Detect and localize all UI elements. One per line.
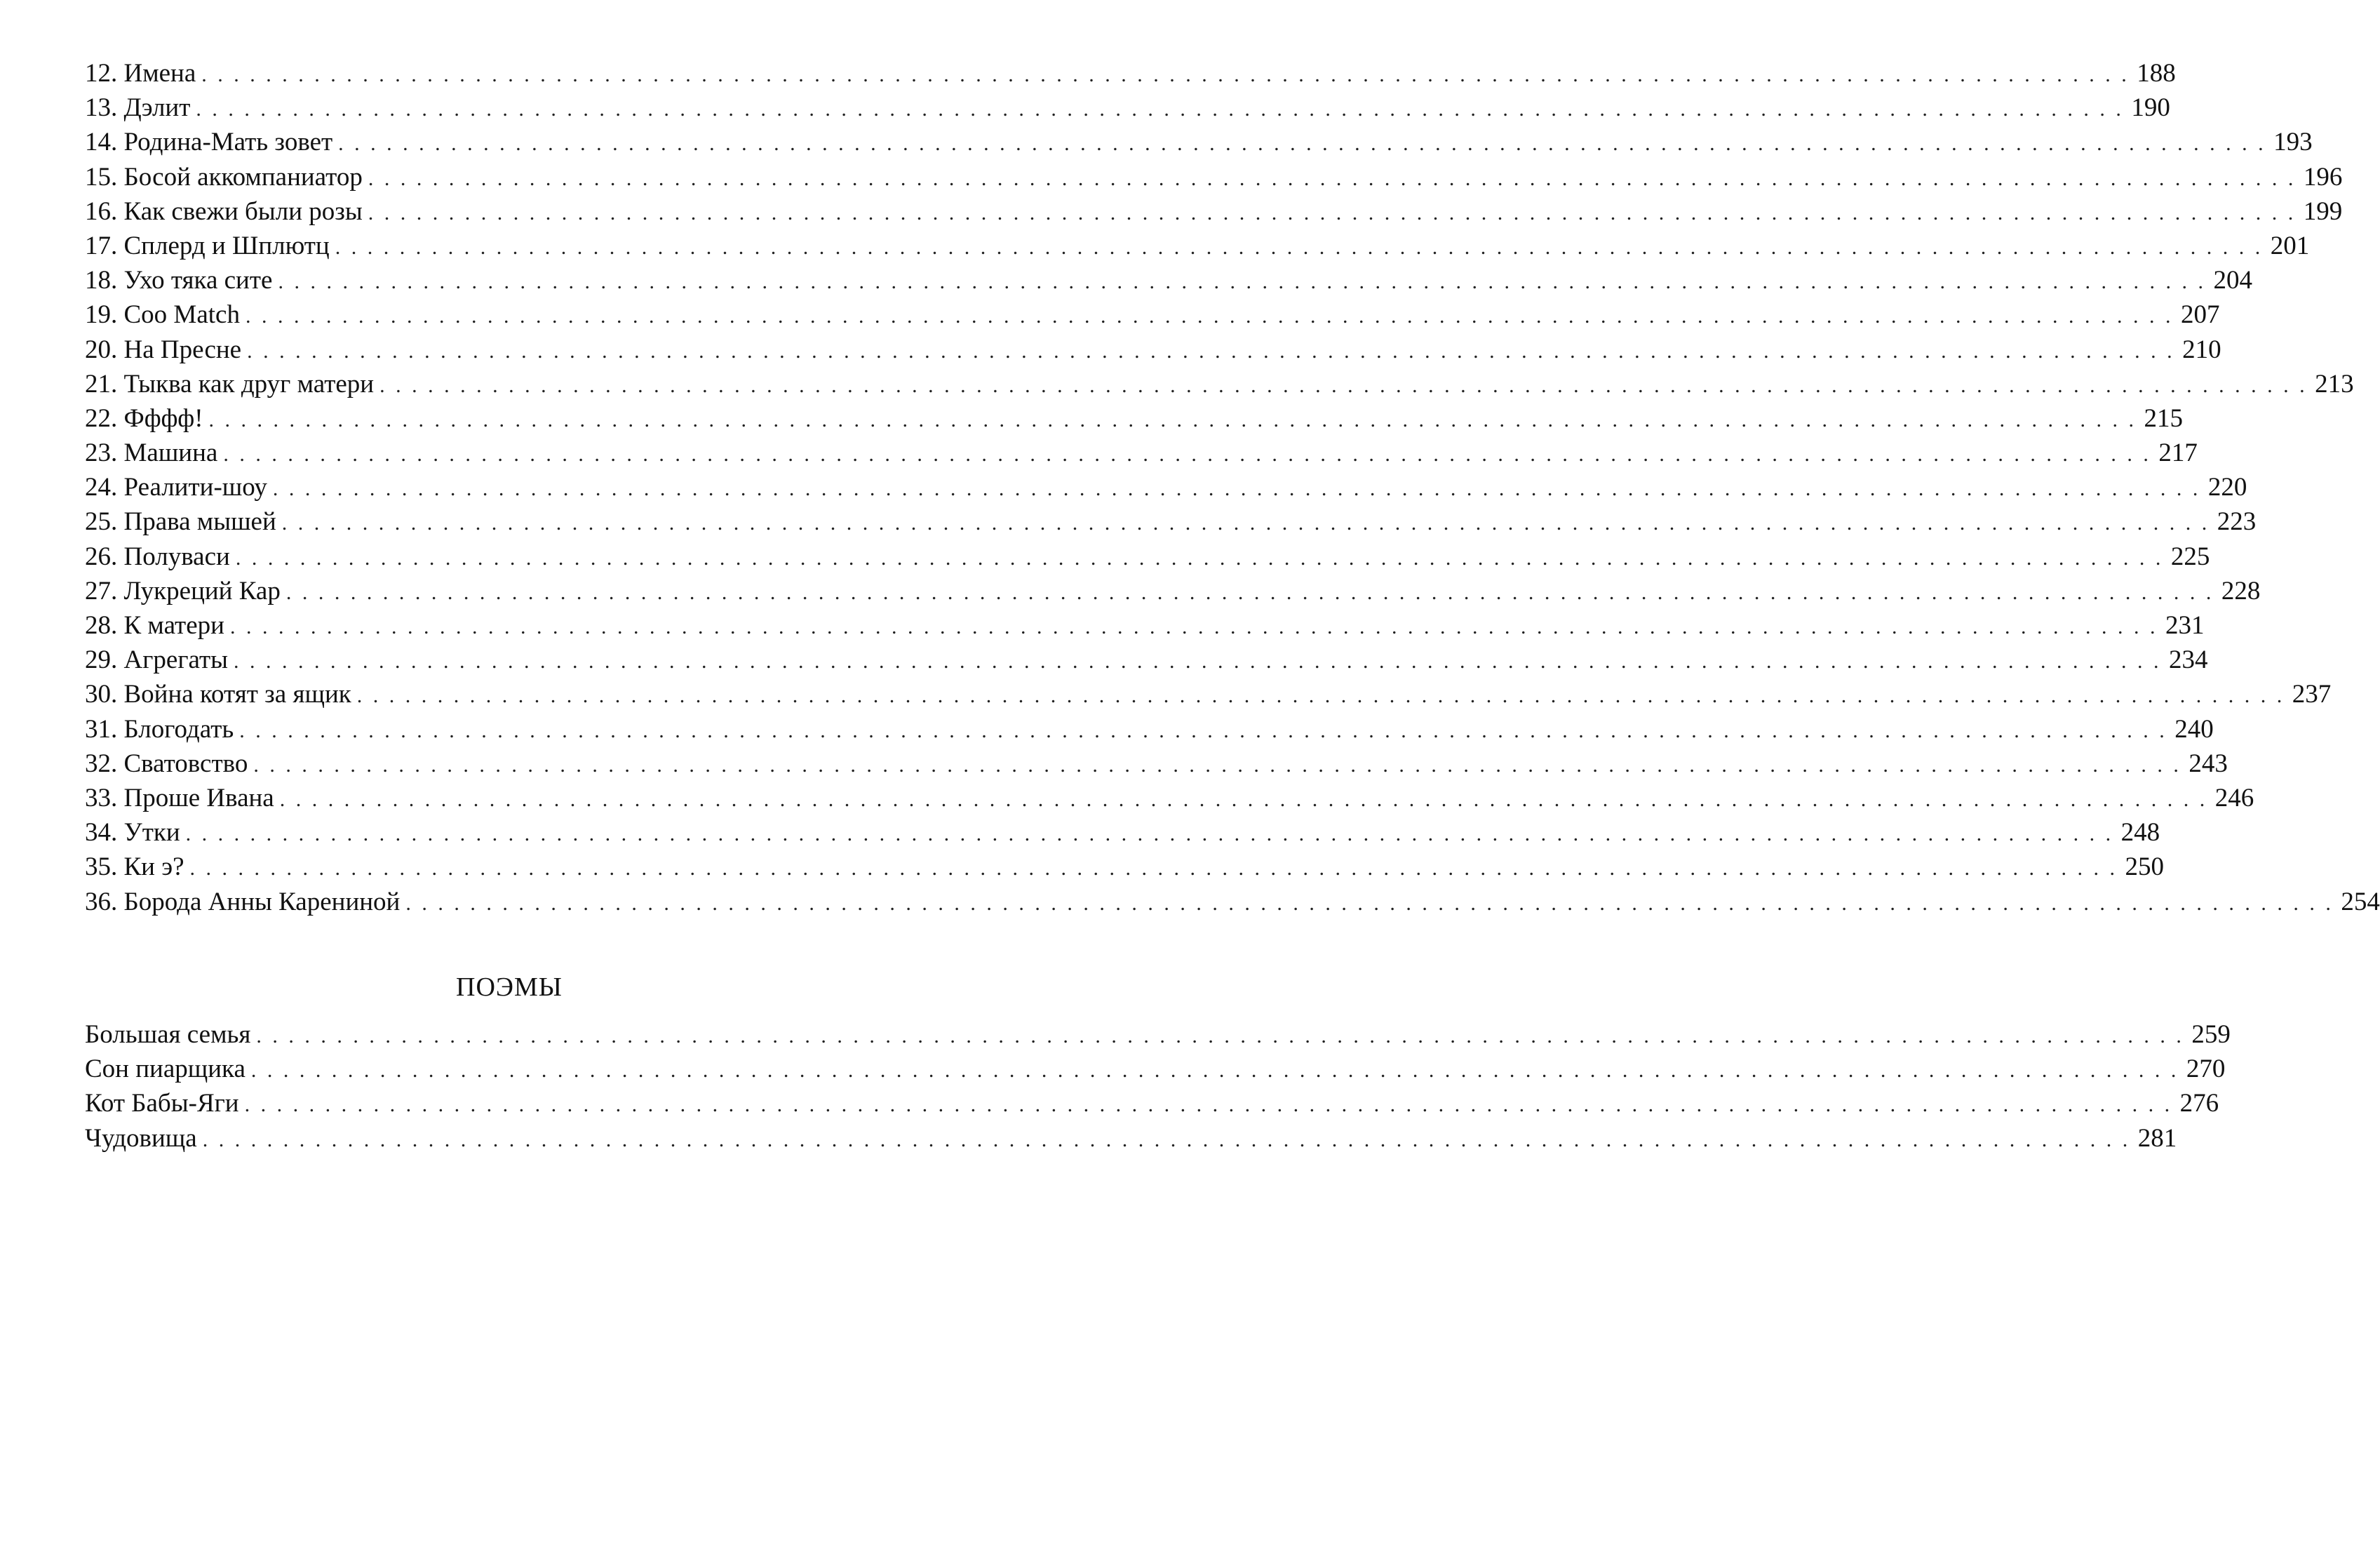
toc-entry-page-number: 228 — [2221, 576, 2261, 605]
dot-leader: . . . . . . . . . . . . . . . . . . . . . . . . . . . . . . . . . . . . . . . . . . . . . . . . . . . . . . . . . . . . . . . . . . . . . . . . . . . . . . . . . . . . . . . . . . . . . . . . . . . . . . . . . . . . . . . . . . . . . . . . — [223, 443, 2151, 467]
chapter-toc-row — [85, 712, 2214, 747]
dot-leader: . . . . . . . . . . . . . . . . . . . . . . . . . . . . . . . . . . . . . . . . . . . . . . . . . . . . . . . . . . . . . . . . . . . . . . . . . . . . . . . . . . . . . . . . . . . . . . . . . . . . . . . . . . . . . . . . . . . . . . . . — [405, 891, 2334, 915]
chapter-toc-row — [85, 56, 2176, 91]
dot-leader: . . . . . . . . . . . . . . . . . . . . . . . . . . . . . . . . . . . . . . . . . . . . . . . . . . . . . . . . . . . . . . . . . . . . . . . . . . . . . . . . . . . . . . . . . . . . . . . . . . . . . . . . . . . . . . . . . . . . . . . . — [208, 408, 2137, 431]
toc-entry-page-number: 250 — [2125, 852, 2165, 882]
dot-leader: . . . . . . . . . . . . . . . . . . . . . . . . . . . . . . . . . . . . . . . . . . . . . . . . . . . . . . . . . . . . . . . . . . . . . . . . . . . . . . . . . . . . . . . . . . . . . . . . . . . . . . . . . . . . . . . . . . . . . . . . — [281, 511, 2210, 535]
toc-entry-title: 34. Утки — [85, 818, 180, 848]
dot-leader: . . . . . . . . . . . . . . . . . . . . . . . . . . . . . . . . . . . . . . . . . . . . . . . . . . . . . . . . . . . . . . . . . . . . . . . . . . . . . . . . . . . . . . . . . . . . . . . . . . . . . . . . . . . . . . . . . . . . . . . . — [256, 1024, 2184, 1048]
toc-entry-page-number: 199 — [2303, 196, 2343, 226]
toc-entry-page-number: 231 — [2165, 611, 2205, 640]
dot-leader: . . . . . . . . . . . . . . . . . . . . . . . . . . . . . . . . . . . . . . . . . . . . . . . . . . . . . . . . . . . . . . . . . . . . . . . . . . . . . . . . . . . . . . . . . . . . . . . . . . . . . . . . . . . . . . . . . . . . . . . . — [196, 98, 2124, 121]
toc-entry-title: 16. Как свежи были розы — [85, 196, 363, 226]
toc-entry-title: 22. Фффф! — [85, 403, 203, 433]
chapter-toc-row — [85, 781, 2254, 815]
chapter-toc-row — [85, 263, 2252, 297]
poem-toc-row — [85, 1086, 2219, 1120]
toc-entry-page-number: 188 — [2137, 59, 2176, 88]
toc-entry-page-number: 213 — [2315, 369, 2354, 399]
poem-toc-row — [85, 1017, 2231, 1052]
toc-entry-title: 25. Права мышей — [85, 507, 276, 537]
dot-leader: . . . . . . . . . . . . . . . . . . . . . . . . . . . . . . . . . . . . . . . . . . . . . . . . . . . . . . . . . . . . . . . . . . . . . . . . . . . . . . . . . . . . . . . . . . . . . . . . . . . . . . . . . . . . . . . . . . . . . . . . — [201, 63, 2130, 86]
toc-entry-page-number: 217 — [2158, 439, 2198, 468]
poems-toc-list — [85, 1017, 2231, 1156]
chapter-toc-row — [85, 677, 2332, 711]
toc-entry-page-number: 237 — [2292, 680, 2332, 709]
dot-leader: . . . . . . . . . . . . . . . . . . . . . . . . . . . . . . . . . . . . . . . . . . . . . . . . . . . . . . . . . . . . . . . . . . . . . . . . . . . . . . . . . . . . . . . . . . . . . . . . . . . . . . . . . . . . . . . . . . . . . . . . — [235, 546, 2164, 570]
chapter-toc-row — [85, 747, 2228, 781]
toc-entry-title: 29. Агрегаты — [85, 645, 228, 675]
chapter-toc-row — [85, 643, 2208, 677]
toc-entry-title: 20. На Пресне — [85, 335, 242, 364]
toc-entry-page-number: 220 — [2207, 473, 2247, 502]
toc-entry-title: Чудовища — [85, 1123, 197, 1153]
dot-leader: . . . . . . . . . . . . . . . . . . . . . . . . . . . . . . . . . . . . . . . . . . . . . . . . . . . . . . . . . . . . . . . . . . . . . . . . . . . . . . . . . . . . . . . . . . . . . . . . . . . . . . . . . . . . . . . . . . . . . . . . — [244, 1093, 2173, 1117]
toc-entry-page-number: 210 — [2182, 335, 2221, 364]
toc-entry-page-number: 270 — [2186, 1055, 2226, 1084]
dot-leader: . . . . . . . . . . . . . . . . . . . . . . . . . . . . . . . . . . . . . . . . . . . . . . . . . . . . . . . . . . . . . . . . . . . . . . . . . . . . . . . . . . . . . . . . . . . . . . . . . . . . . . . . . . . . . . . . . . . . . . . . — [185, 822, 2114, 846]
toc-entry-page-number: 201 — [2270, 231, 2310, 260]
chapter-toc-row — [85, 504, 2257, 539]
dot-leader: . . . . . . . . . . . . . . . . . . . . . . . . . . . . . . . . . . . . . . . . . . . . . . . . . . . . . . . . . . . . . . . . . . . . . . . . . . . . . . . . . . . . . . . . . . . . . . . . . . . . . . . . . . . . . . . . . . . . . . . . — [285, 580, 2214, 604]
toc-entry-title: 18. Ухо тяка сите — [85, 266, 273, 295]
dot-leader: . . . . . . . . . . . . . . . . . . . . . . . . . . . . . . . . . . . . . . . . . . . . . . . . . . . . . . . . . . . . . . . . . . . . . . . . . . . . . . . . . . . . . . . . . . . . . . . . . . . . . . . . . . . . . . . . . . . . . . . . — [278, 270, 2206, 294]
toc-entry-title: 33. Проше Ивана — [85, 783, 274, 812]
toc-entry-page-number: 234 — [2169, 645, 2208, 675]
toc-entry-page-number: 193 — [2273, 128, 2313, 157]
dot-leader: . . . . . . . . . . . . . . . . . . . . . . . . . . . . . . . . . . . . . . . . . . . . . . . . . . . . . . . . . . . . . . . . . . . . . . . . . . . . . . . . . . . . . . . . . . . . . . . . . . . . . . . . . . . . . . . . . . . . . . . . — [250, 1059, 2179, 1083]
chapters-toc-list — [85, 56, 2380, 919]
chapter-toc-row — [85, 194, 2343, 229]
toc-entry-page-number: 207 — [2180, 300, 2220, 330]
toc-entry-page-number: 196 — [2303, 162, 2343, 192]
toc-entry-title: 21. Тыква как друг матери — [85, 369, 375, 399]
toc-entry-page-number: 243 — [2189, 749, 2228, 778]
chapter-toc-row — [85, 540, 2210, 574]
toc-entry-title: 32. Сватовство — [85, 749, 248, 778]
dot-leader: . . . . . . . . . . . . . . . . . . . . . . . . . . . . . . . . . . . . . . . . . . . . . . . . . . . . . . . . . . . . . . . . . . . . . . . . . . . . . . . . . . . . . . . . . . . . . . . . . . . . . . . . . . . . . . . . . . . . . . . . — [189, 857, 2118, 881]
dot-leader: . . . . . . . . . . . . . . . . . . . . . . . . . . . . . . . . . . . . . . . . . . . . . . . . . . . . . . . . . . . . . . . . . . . . . . . . . . . . . . . . . . . . . . . . . . . . . . . . . . . . . . . . . . . . . . . . . . . . . . . . — [338, 132, 2266, 156]
toc-entry-title: 31. Блогодать — [85, 714, 234, 744]
chapter-toc-row — [85, 815, 2160, 850]
chapter-toc-row — [85, 436, 2198, 470]
chapter-toc-row — [85, 885, 2380, 919]
toc-entry-title: 30. Война котят за ящик — [85, 680, 351, 709]
toc-entry-page-number: 248 — [2120, 818, 2160, 848]
dot-leader: . . . . . . . . . . . . . . . . . . . . . . . . . . . . . . . . . . . . . . . . . . . . . . . . . . . . . . . . . . . . . . . . . . . . . . . . . . . . . . . . . . . . . . . . . . . . . . . . . . . . . . . . . . . . . . . . . . . . . . . . — [202, 1127, 2131, 1151]
toc-entry-title: 23. Машина — [85, 439, 218, 468]
dot-leader: . . . . . . . . . . . . . . . . . . . . . . . . . . . . . . . . . . . . . . . . . . . . . . . . . . . . . . . . . . . . . . . . . . . . . . . . . . . . . . . . . . . . . . . . . . . . . . . . . . . . . . . . . . . . . . . . . . . . . . . . — [272, 477, 2201, 501]
chapter-toc-row — [85, 367, 2354, 401]
dot-leader: . . . . . . . . . . . . . . . . . . . . . . . . . . . . . . . . . . . . . . . . . . . . . . . . . . . . . . . . . . . . . . . . . . . . . . . . . . . . . . . . . . . . . . . . . . . . . . . . . . . . . . . . . . . . . . . . . . . . . . . . — [239, 718, 2167, 742]
dot-leader: . . . . . . . . . . . . . . . . . . . . . . . . . . . . . . . . . . . . . . . . . . . . . . . . . . . . . . . . . . . . . . . . . . . . . . . . . . . . . . . . . . . . . . . . . . . . . . . . . . . . . . . . . . . . . . . . . . . . . . . . — [368, 166, 2297, 190]
toc-entry-page-number: 281 — [2137, 1123, 2177, 1153]
dot-leader: . . . . . . . . . . . . . . . . . . . . . . . . . . . . . . . . . . . . . . . . . . . . . . . . . . . . . . . . . . . . . . . . . . . . . . . . . . . . . . . . . . . . . . . . . . . . . . . . . . . . . . . . . . . . . . . . . . . . . . . . — [368, 201, 2297, 225]
chapter-toc-row — [85, 160, 2343, 194]
dot-leader: . . . . . . . . . . . . . . . . . . . . . . . . . . . . . . . . . . . . . . . . . . . . . . . . . . . . . . . . . . . . . . . . . . . . . . . . . . . . . . . . . . . . . . . . . . . . . . . . . . . . . . . . . . . . . . . . . . . . . . . . — [356, 684, 2285, 708]
toc-entry-page-number: 276 — [2179, 1089, 2219, 1118]
toc-entry-title: 26. Полуваси — [85, 542, 230, 571]
chapter-toc-row — [85, 608, 2205, 643]
poems-section-heading: ПОЭМЫ — [456, 972, 563, 1002]
toc-entry-title: 13. Дэлит — [85, 93, 191, 123]
toc-entry-page-number: 225 — [2170, 542, 2210, 571]
toc-entry-page-number: 240 — [2174, 714, 2214, 744]
chapter-toc-row — [85, 401, 2184, 436]
toc-entry-title: 35. Ки э? — [85, 852, 184, 882]
toc-entry-title: 28. К матери — [85, 611, 224, 640]
dot-leader: . . . . . . . . . . . . . . . . . . . . . . . . . . . . . . . . . . . . . . . . . . . . . . . . . . . . . . . . . . . . . . . . . . . . . . . . . . . . . . . . . . . . . . . . . . . . . . . . . . . . . . . . . . . . . . . . . . . . . . . . — [247, 339, 2175, 363]
chapter-toc-row — [85, 574, 2261, 608]
dot-leader: . . . . . . . . . . . . . . . . . . . . . . . . . . . . . . . . . . . . . . . . . . . . . . . . . . . . . . . . . . . . . . . . . . . . . . . . . . . . . . . . . . . . . . . . . . . . . . . . . . . . . . . . . . . . . . . . . . . . . . . . — [253, 753, 2181, 777]
toc-entry-page-number: 259 — [2191, 1020, 2231, 1049]
toc-entry-page-number: 254 — [2341, 887, 2380, 916]
dot-leader: . . . . . . . . . . . . . . . . . . . . . . . . . . . . . . . . . . . . . . . . . . . . . . . . . . . . . . . . . . . . . . . . . . . . . . . . . . . . . . . . . . . . . . . . . . . . . . . . . . . . . . . . . . . . . . . . . . . . . . . . — [279, 787, 2208, 811]
chapter-toc-row — [85, 229, 2310, 263]
toc-entry-title: 27. Лукреций Кар — [85, 576, 281, 605]
chapter-toc-row — [85, 125, 2313, 159]
dot-leader: . . . . . . . . . . . . . . . . . . . . . . . . . . . . . . . . . . . . . . . . . . . . . . . . . . . . . . . . . . . . . . . . . . . . . . . . . . . . . . . . . . . . . . . . . . . . . . . . . . . . . . . . . . . . . . . . . . . . . . . . — [229, 615, 2158, 638]
toc-entry-title: Большая семья — [85, 1020, 251, 1049]
toc-entry-title: 14. Родина-Мать зовет — [85, 128, 333, 157]
poem-toc-row — [85, 1052, 2226, 1086]
toc-entry-title: 15. Босой аккомпаниатор — [85, 162, 363, 192]
chapter-toc-row — [85, 333, 2221, 367]
toc-entry-page-number: 223 — [2217, 507, 2257, 537]
chapter-toc-row — [85, 850, 2165, 884]
poem-toc-row — [85, 1121, 2177, 1156]
toc-entry-title: 17. Сплерд и Шплютц — [85, 231, 330, 260]
toc-entry-page-number: 204 — [2213, 266, 2252, 295]
dot-leader: . . . . . . . . . . . . . . . . . . . . . . . . . . . . . . . . . . . . . . . . . . . . . . . . . . . . . . . . . . . . . . . . . . . . . . . . . . . . . . . . . . . . . . . . . . . . . . . . . . . . . . . . . . . . . . . . . . . . . . . . — [379, 373, 2308, 397]
chapter-toc-row — [85, 297, 2220, 332]
toc-entry-page-number: 246 — [2214, 783, 2254, 812]
toc-entry-title: Кот Бабы-Яги — [85, 1089, 239, 1118]
toc-entry-title: 19. Coo Match — [85, 300, 240, 330]
dot-leader: . . . . . . . . . . . . . . . . . . . . . . . . . . . . . . . . . . . . . . . . . . . . . . . . . . . . . . . . . . . . . . . . . . . . . . . . . . . . . . . . . . . . . . . . . . . . . . . . . . . . . . . . . . . . . . . . . . . . . . . . — [234, 650, 2162, 674]
toc-entry-page-number: 215 — [2144, 403, 2184, 433]
toc-entry-page-number: 190 — [2131, 93, 2170, 123]
toc-entry-title: Сон пиарщика — [85, 1055, 246, 1084]
chapter-toc-row — [85, 91, 2170, 125]
toc-entry-title: 36. Борода Анны Карениной — [85, 887, 401, 916]
chapter-toc-row — [85, 470, 2247, 504]
dot-leader: . . . . . . . . . . . . . . . . . . . . . . . . . . . . . . . . . . . . . . . . . . . . . . . . . . . . . . . . . . . . . . . . . . . . . . . . . . . . . . . . . . . . . . . . . . . . . . . . . . . . . . . . . . . . . . . . . . . . . . . . — [245, 304, 2174, 328]
dot-leader: . . . . . . . . . . . . . . . . . . . . . . . . . . . . . . . . . . . . . . . . . . . . . . . . . . . . . . . . . . . . . . . . . . . . . . . . . . . . . . . . . . . . . . . . . . . . . . . . . . . . . . . . . . . . . . . . . . . . . . . . — [335, 235, 2264, 259]
toc-entry-title: 24. Реалити-шоу — [85, 473, 267, 502]
toc-entry-title: 12. Имена — [85, 59, 196, 88]
